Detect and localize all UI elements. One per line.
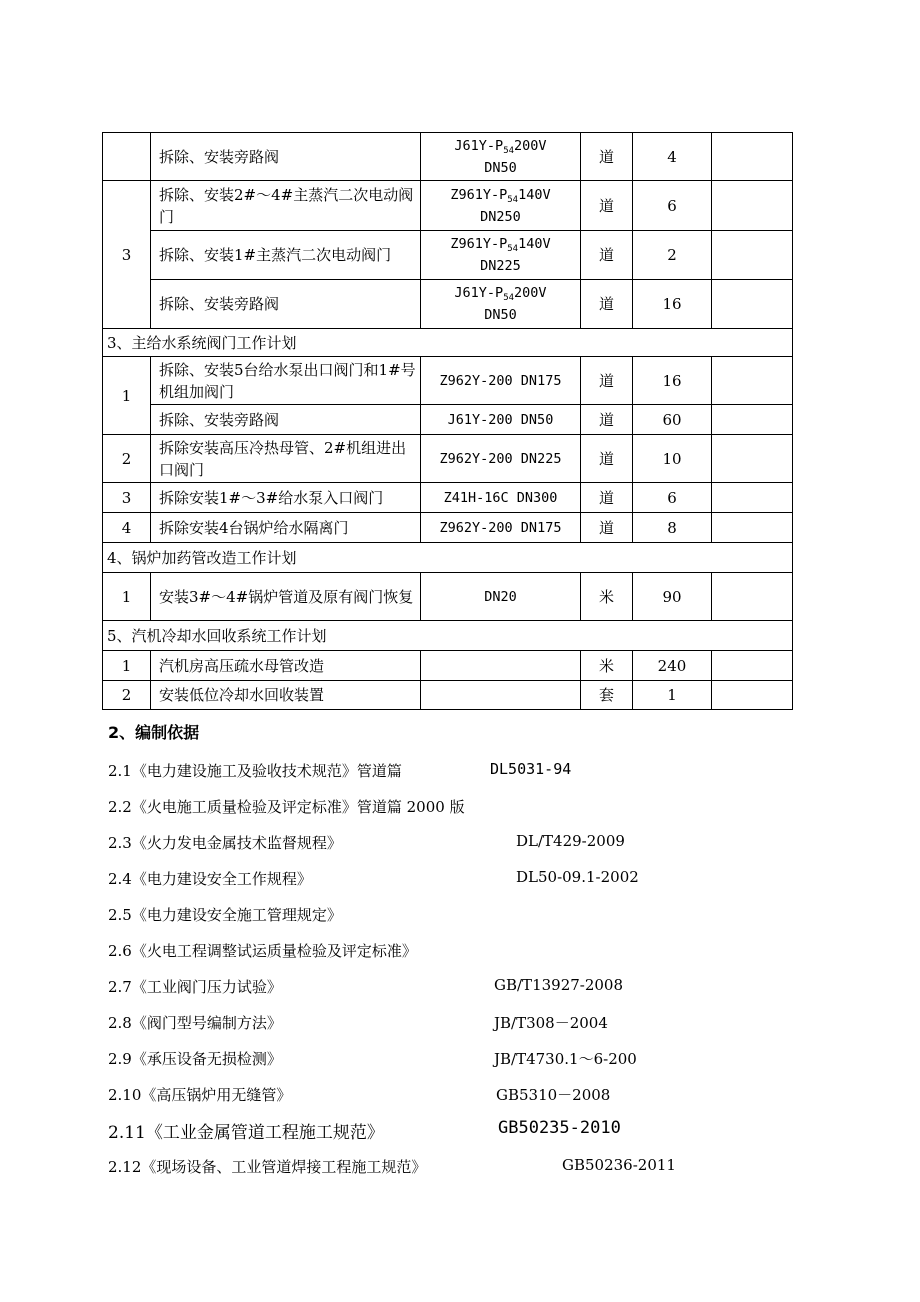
- row-number-cell: 1: [103, 357, 151, 435]
- section-row: [103, 329, 793, 357]
- section-row: [103, 543, 793, 573]
- row-number-cell: 4: [103, 513, 151, 543]
- unit-cell: 米: [581, 651, 633, 681]
- item-cell: 拆除、安装5台给水泵出口阀门和1#号机组加阀门: [151, 357, 421, 405]
- section-row: [103, 621, 793, 651]
- table-row: [103, 405, 793, 435]
- table-row: [103, 280, 793, 329]
- table-row: [103, 513, 793, 543]
- work-plan-table: [102, 132, 793, 710]
- remark-cell: [712, 405, 793, 435]
- remark-cell: [712, 681, 793, 710]
- unit-cell: 套: [581, 681, 633, 710]
- qty-cell: 1: [633, 681, 712, 710]
- spec-cell: J61Y-200 DN50: [421, 405, 581, 435]
- table-row: [103, 435, 793, 483]
- unit-cell: 道: [581, 181, 633, 231]
- qty-cell: 60: [633, 405, 712, 435]
- table-row: [103, 651, 793, 681]
- reference-code: GB/T13927-2008: [494, 976, 624, 994]
- table-row: [103, 181, 793, 231]
- row-number-cell: [103, 133, 151, 181]
- row-number-cell: 2: [103, 681, 151, 710]
- item-cell: 拆除、安装旁路阀: [151, 133, 421, 181]
- spec-cell: Z962Y-200 DN225: [421, 435, 581, 483]
- spec-cell: $J61Y-P_{54}200V$ DN50: [421, 133, 581, 181]
- table-row: [103, 357, 793, 405]
- item-cell: 拆除、安装旁路阀: [151, 280, 421, 329]
- item-cell: 拆除安装高压冷热母管、2#机组进出口阀门: [151, 435, 421, 483]
- row-number-cell: 3: [103, 181, 151, 329]
- item-cell: 拆除、安装1#主蒸汽二次电动阀门: [151, 231, 421, 280]
- reference-item: 2.2《火电施工质量检验及评定标准》管道篇 2000 版: [108, 798, 465, 816]
- spec-cell: Z962Y-200 DN175: [421, 357, 581, 405]
- unit-cell: 道: [581, 483, 633, 513]
- unit-cell: 道: [581, 405, 633, 435]
- spec-cell: $Z961Y-P_{54}140V$ DN250: [421, 181, 581, 231]
- row-number-cell: 1: [103, 651, 151, 681]
- row-number-cell: 3: [103, 483, 151, 513]
- table-row: [103, 231, 793, 280]
- reference-item: 2.4《电力建设安全工作规程》 DL50-09.1-2002: [108, 868, 639, 888]
- reference-code: GB50235-2010: [498, 1118, 621, 1138]
- unit-cell: 道: [581, 231, 633, 280]
- unit-cell: 道: [581, 435, 633, 483]
- item-cell: 汽机房高压疏水母管改造: [151, 651, 421, 681]
- remark-cell: [712, 181, 793, 231]
- spec-cell: [421, 681, 581, 710]
- item-cell: 拆除、安装旁路阀: [151, 405, 421, 435]
- qty-cell: 6: [633, 483, 712, 513]
- reference-code: DL5031-94: [490, 760, 572, 778]
- reference-code: DL50-09.1-2002: [516, 868, 639, 886]
- section-title: 5、汽机冷却水回收系统工作计划: [103, 621, 793, 651]
- row-number-cell: 2: [103, 435, 151, 483]
- item-cell: 拆除安装4台锅炉给水隔离门: [151, 513, 421, 543]
- reference-item: 2.7《工业阀门压力试验》 GB/T13927-2008: [108, 976, 624, 996]
- spec-cell: DN20: [421, 573, 581, 621]
- spec-cell: Z962Y-200 DN175: [421, 513, 581, 543]
- qty-cell: 2: [633, 231, 712, 280]
- reference-code: JB/T308－2004: [494, 1014, 608, 1032]
- qty-cell: 16: [633, 280, 712, 329]
- qty-cell: 16: [633, 357, 712, 405]
- table-row: [103, 573, 793, 621]
- item-cell: 拆除、安装2#～4#主蒸汽二次电动阀门: [151, 181, 421, 231]
- remark-cell: [712, 231, 793, 280]
- reference-code: DL/T429-2009: [516, 832, 625, 850]
- section-title: 3、主给水系统阀门工作计划: [103, 329, 793, 357]
- spec-cell: $J61Y-P_{54}200V$ DN50: [421, 280, 581, 329]
- spec-cell: Z41H-16C DN300: [421, 483, 581, 513]
- unit-cell: 道: [581, 513, 633, 543]
- reference-item: 2.12《现场设备、工业管道焊接工程施工规范》 GB50236-2011: [108, 1156, 676, 1176]
- table-row: [103, 133, 793, 181]
- row-number-cell: 1: [103, 573, 151, 621]
- remark-cell: [712, 651, 793, 681]
- reference-item: 2.10《高压锅炉用无缝管》 GB5310－2008: [108, 1086, 611, 1104]
- reference-code: GB5310－2008: [496, 1086, 611, 1104]
- qty-cell: 8: [633, 513, 712, 543]
- table-row: [103, 483, 793, 513]
- item-cell: 安装低位冷却水回收装置: [151, 681, 421, 710]
- section-title: 4、锅炉加药管改造工作计划: [103, 543, 793, 573]
- item-cell: 拆除安装1#～3#给水泵入口阀门: [151, 483, 421, 513]
- reference-item: 2.3《火力发电金属技术监督规程》 DL/T429-2009: [108, 832, 625, 852]
- item-cell: 安装3#～4#锅炉管道及原有阀门恢复: [151, 573, 421, 621]
- remark-cell: [712, 513, 793, 543]
- reference-item: 2.9《承压设备无损检测》 JB/T4730.1～6-200: [108, 1050, 637, 1068]
- spec-cell: [421, 651, 581, 681]
- table-row: [103, 681, 793, 710]
- remark-cell: [712, 280, 793, 329]
- reference-code: JB/T4730.1～6-200: [494, 1050, 637, 1068]
- qty-cell: 4: [633, 133, 712, 181]
- reference-item: 2.1《电力建设施工及验收技术规范》管道篇 DL5031-94: [108, 760, 572, 780]
- reference-item: 2.8《阀门型号编制方法》 JB/T308－2004: [108, 1014, 608, 1032]
- unit-cell: 道: [581, 280, 633, 329]
- remark-cell: [712, 435, 793, 483]
- remark-cell: [712, 357, 793, 405]
- remark-cell: [712, 133, 793, 181]
- qty-cell: 240: [633, 651, 712, 681]
- reference-item: 2.11《工业金属管道工程施工规范》 GB50235-2010: [108, 1118, 621, 1143]
- qty-cell: 90: [633, 573, 712, 621]
- qty-cell: 6: [633, 181, 712, 231]
- remark-cell: [712, 573, 793, 621]
- unit-cell: 米: [581, 573, 633, 621]
- spec-cell: $Z961Y-P_{54}140V$ DN225: [421, 231, 581, 280]
- unit-cell: 道: [581, 357, 633, 405]
- reference-code: GB50236-2011: [562, 1156, 676, 1174]
- unit-cell: 道: [581, 133, 633, 181]
- reference-item: 2.6《火电工程调整试运质量检验及评定标准》: [108, 942, 417, 960]
- qty-cell: 10: [633, 435, 712, 483]
- remark-cell: [712, 483, 793, 513]
- reference-item: 2.5《电力建设安全施工管理规定》: [108, 906, 342, 924]
- section-heading: 2、编制依据: [108, 723, 200, 742]
